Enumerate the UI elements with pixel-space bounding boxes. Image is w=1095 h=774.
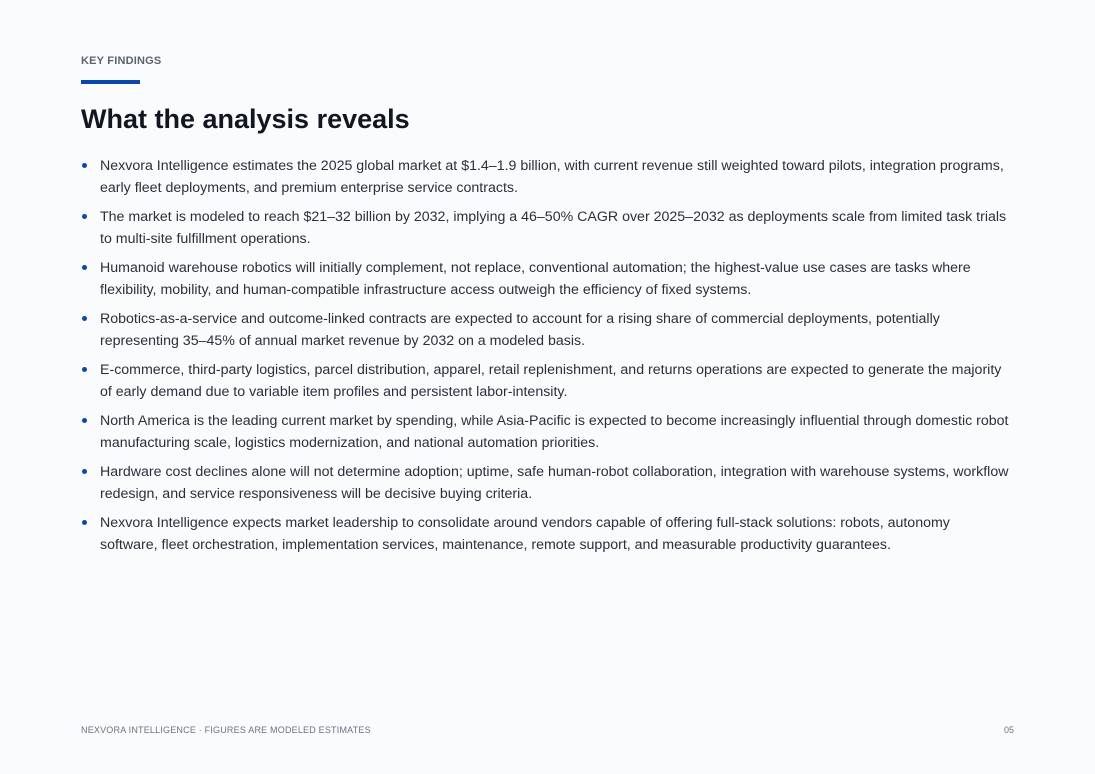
bullet-dot-icon xyxy=(82,520,87,525)
finding-text: Humanoid warehouse robotics will initially complement, not replace, conventional automation; the highest-value use cases are tasks where flexibility, mobility, and human-compatible infrastructure access outweigh the efficiency of fixed systems. xyxy=(100,260,971,298)
bullet-dot-icon xyxy=(82,469,87,474)
section-eyebrow: KEY FINDINGS xyxy=(81,55,162,67)
finding-item xyxy=(81,257,1011,301)
findings-list xyxy=(81,155,1011,563)
finding-text: E-commerce, third-party logistics, parcel distribution, apparel, retail replenishment, and returns operations are expected to generate the majority of early demand due to variable item profiles and persistent labor-intensity. xyxy=(100,362,1002,400)
bullet-dot-icon xyxy=(82,214,87,219)
accent-bar xyxy=(81,80,140,84)
footer-source: NEXVORA INTELLIGENCE · FIGURES ARE MODELED ESTIMATES xyxy=(81,725,371,735)
bullet-dot-icon xyxy=(82,316,87,321)
finding-item xyxy=(81,410,1011,454)
finding-item xyxy=(81,206,1011,250)
finding-text: Robotics-as-a-service and outcome-linked contracts are expected to account for a rising share of commercial deployments, potentially representing 35–45% of annual market revenue by 2032 on a modeled basis. xyxy=(100,311,940,349)
finding-item xyxy=(81,461,1011,505)
finding-item xyxy=(81,512,1011,556)
finding-text: The market is modeled to reach $21–32 billion by 2032, implying a 46–50% CAGR over 2025–2032 as deployments scale from limited task trials to multi-site fulfillment operations. xyxy=(100,209,1007,247)
bullet-dot-icon xyxy=(82,418,87,423)
finding-item xyxy=(81,155,1011,199)
bullet-dot-icon xyxy=(82,265,87,270)
bullet-dot-icon xyxy=(82,163,87,168)
finding-text: Nexvora Intelligence estimates the 2025 global market at $1.4–1.9 billion, with current revenue still weighted toward pilots, integration programs, early fleet deployments, and premium enterprise service contracts. xyxy=(100,158,1004,196)
finding-text: Hardware cost declines alone will not determine adoption; uptime, safe human-robot collaboration, integration with warehouse systems, workflow redesign, and service responsiveness will be decisive buying criteria. xyxy=(100,464,1009,502)
page-number: 05 xyxy=(1003,725,1014,735)
finding-text: North America is the leading current market by spending, while Asia-Pacific is expected to become increasingly influential through domestic robot manufacturing scale, logistics modernization, and national automation priorities. xyxy=(100,413,1009,451)
bullet-dot-icon xyxy=(82,367,87,372)
finding-text: Nexvora Intelligence expects market leadership to consolidate around vendors capable of offering full-stack solutions: robots, autonomy software, fleet orchestration, implementation services, maintenance, remote support, and measurable productivity guarantees. xyxy=(100,515,950,553)
finding-item xyxy=(81,359,1011,403)
page-title: What the analysis reveals xyxy=(81,104,410,134)
finding-item xyxy=(81,308,1011,352)
